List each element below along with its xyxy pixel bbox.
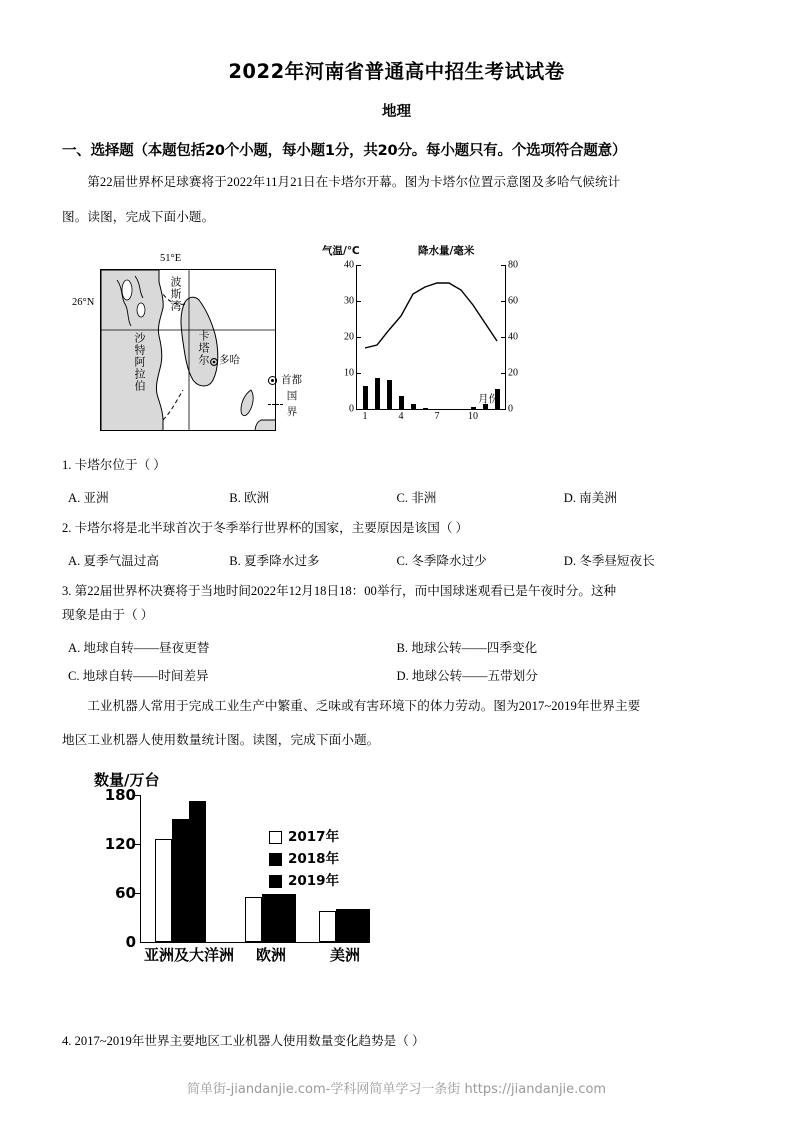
- map-frame: [100, 269, 276, 431]
- map-label-saudi: 沙特阿拉伯: [133, 332, 145, 393]
- climate-xtick-7: 7: [434, 411, 440, 423]
- tick-mark: [135, 893, 141, 894]
- page-title: 2022年河南省普通高中招生考试试卷: [228, 60, 565, 83]
- robot-bar-2017-europe: [245, 897, 262, 942]
- capital-dot-icon: [268, 376, 277, 385]
- option-3-a[interactable]: A. 地球自转——昼夜更替: [68, 640, 210, 655]
- robot-xlabel-europe: 欧洲: [255, 945, 286, 964]
- section-heading: 一、选择题（本题包括20个小题，每小题1分，共20分。每小题只有。个选项符合题意）: [62, 143, 627, 159]
- legend-label-border: 国界: [286, 390, 298, 418]
- page-subtitle: 地理: [382, 104, 411, 120]
- passage-2-line-1: 工业机器人常用于完成工业生产中繁重、乏味或有害环境下的体力劳动。图为2017~2019年世界主要: [87, 698, 641, 713]
- climate-ytick-right-1: 20: [508, 367, 518, 379]
- qatar-location-map: [72, 253, 304, 438]
- question-4-stem: 4. 2017~2019年世界主要地区工业机器人使用数量变化趋势是（ ）: [62, 1033, 425, 1048]
- climate-ylabel-right: 降水量/毫米: [418, 245, 475, 258]
- option-1-b[interactable]: B. 欧洲: [229, 491, 270, 506]
- legend-label-capital: 首都: [281, 375, 302, 387]
- option-2-c[interactable]: C. 冬季降水过少: [396, 553, 487, 568]
- legend-row-border: [268, 389, 304, 421]
- robot-bar-2019-asia: [189, 801, 206, 942]
- option-1-c[interactable]: C. 非洲: [396, 491, 437, 506]
- robot-bar-2019-americas: [353, 909, 370, 942]
- page-footer: 简单街-jiandanjie.com-学科网简单学习一条街 https://jiandanjie.com: [186, 1082, 607, 1097]
- climate-ytick-left-4: 40: [344, 259, 354, 271]
- climate-ytick-left-2: 20: [344, 331, 354, 343]
- robot-bar-2019-europe: [279, 894, 296, 942]
- option-2-d[interactable]: D. 冬季昼短夜长: [563, 553, 655, 568]
- robot-chart-plot-area: [104, 785, 370, 964]
- robot-bar-2018-americas: [336, 909, 353, 942]
- option-2-a[interactable]: A. 夏季气温过高: [68, 553, 159, 568]
- legend-row-2018: [269, 849, 339, 871]
- map-longitude-label: 51°E: [160, 253, 182, 265]
- passage-1-line-2: 图。读图，完成下面小题。: [62, 209, 215, 224]
- question-2-options: [62, 550, 731, 569]
- map-label-qatar: 卡塔尔: [197, 330, 209, 367]
- doha-climate-chart: [322, 243, 572, 439]
- tick-mark: [135, 795, 141, 796]
- question-3-stem: 3. 第22届世界杯决赛将于当地时间2022年12月18日18：00举行，而中国球迷观看已是午夜时分。这种: [62, 583, 617, 598]
- climate-ytick-right-3: 60: [508, 295, 518, 307]
- climate-xlabel: 月份: [478, 394, 499, 406]
- option-1-a[interactable]: A. 亚洲: [68, 491, 109, 506]
- climate-ylabel-left: 气温/℃: [322, 245, 360, 258]
- climate-ytick-left-3: 30: [344, 295, 354, 307]
- legend-row-2017: [269, 827, 339, 849]
- temperature-line: [357, 265, 507, 410]
- robot-ytick-120: 120: [104, 834, 136, 853]
- question-1-options: [62, 487, 731, 506]
- robot-ytick-180: 180: [104, 785, 136, 804]
- legend-row-2019: [269, 871, 339, 893]
- option-3-b[interactable]: B. 地球公转——四季变化: [396, 640, 538, 655]
- legend-label-2017: 2017年: [288, 828, 340, 845]
- robot-xlabel-americas: 美洲: [329, 945, 360, 964]
- legend-swatch-icon-2018: [269, 853, 282, 866]
- option-3-c[interactable]: C. 地球自转——时间差异: [68, 668, 209, 683]
- tick-mark: [135, 844, 141, 845]
- question-2-stem: 2. 卡塔尔将是北半球首次于冬季举行世界杯的国家，主要原因是该国（ ）: [62, 521, 469, 536]
- robot-bar-2017-asia: [155, 839, 172, 942]
- climate-xtick-1: 1: [362, 411, 368, 423]
- legend-row-capital: [268, 373, 304, 389]
- question-3-stem-line-2: 现象是由于（ ）: [62, 607, 154, 622]
- robot-xlabel-asia-oceania: 亚洲及大洋洲: [143, 945, 234, 964]
- climate-ytick-left-0: 0: [349, 403, 354, 415]
- climate-plot-area: [344, 259, 518, 423]
- climate-xtick-10: 10: [468, 411, 478, 423]
- figure-industrial-robots: [82, 769, 412, 984]
- robot-chart-legend: [269, 827, 339, 893]
- robot-ytick-60: 60: [115, 883, 136, 902]
- option-3-d[interactable]: D. 地球公转——五带划分: [396, 668, 538, 683]
- climate-ytick-right-4: 80: [508, 259, 518, 271]
- legend-swatch-icon-2019: [269, 875, 282, 888]
- map-graphic: [101, 270, 276, 431]
- robot-chart-ylabel: 数量/万台: [94, 770, 160, 789]
- question-3-options-row-1: [62, 637, 731, 656]
- climate-ytick-left-1: 10: [344, 367, 354, 379]
- map-label-doha: 多哈: [219, 355, 240, 367]
- climate-xtick-4: 4: [398, 411, 404, 423]
- legend-swatch-icon-2017: [269, 831, 282, 844]
- figure-qatar-and-climate: [62, 243, 731, 443]
- map-label-gulf: 波斯湾: [169, 276, 181, 313]
- robot-bar-2018-europe: [262, 894, 279, 942]
- question-1-stem: 1. 卡塔尔位于（ ）: [62, 458, 166, 473]
- question-3-options-row-2: [62, 665, 731, 684]
- robot-ytick-0: 0: [125, 932, 136, 951]
- robot-bar-2018-asia: [172, 819, 189, 942]
- map-legend: [268, 373, 304, 420]
- climate-ytick-right-2: 40: [508, 331, 518, 343]
- option-2-b[interactable]: B. 夏季降水过多: [229, 553, 320, 568]
- dashed-line-icon: [268, 404, 283, 405]
- legend-label-2018: 2018年: [288, 850, 340, 867]
- passage-2-line-2: 地区工业机器人使用数量统计图。读图，完成下面小题。: [62, 733, 380, 748]
- option-1-d[interactable]: D. 南美洲: [563, 491, 617, 506]
- legend-label-2019: 2019年: [288, 872, 340, 889]
- passage-1-line-1: 第22届世界杯足球赛将于2022年11月21日在卡塔尔开幕。图为卡塔尔位置示意图及多哈气候统计: [87, 175, 621, 189]
- robot-bar-2017-americas: [319, 911, 336, 942]
- map-latitude-label: 26°N: [72, 297, 95, 309]
- climate-ytick-right-0: 0: [508, 403, 513, 415]
